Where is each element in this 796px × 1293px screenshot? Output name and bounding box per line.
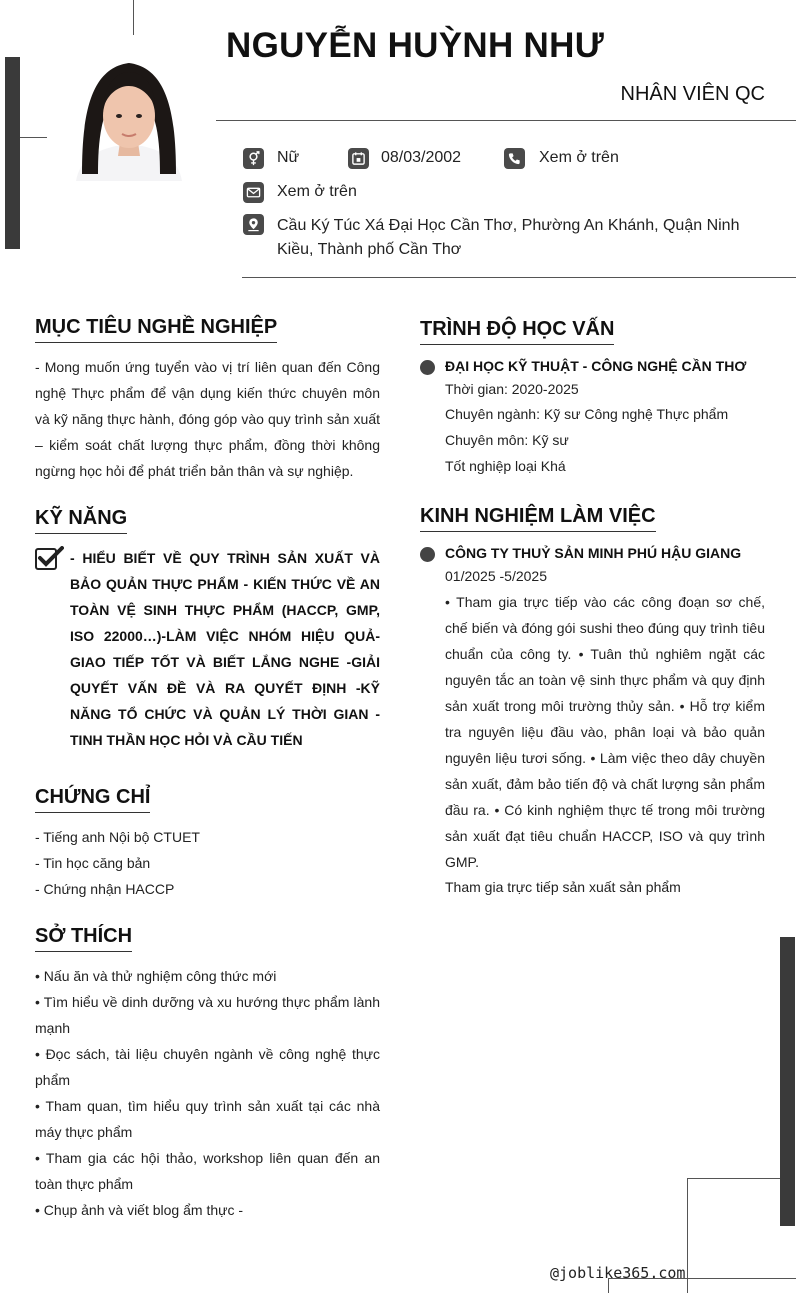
hobby-item: • Tìm hiểu về dinh dưỡng và xu hướng thực phẩm lành mạnh bbox=[35, 994, 380, 1036]
hobbies-title: SỞ THÍCH bbox=[35, 925, 132, 952]
email-text: Xem ở trên bbox=[277, 183, 357, 200]
school-name: ĐẠI HỌC KỸ THUẬT - CÔNG NGHỆ CẦN THƠ bbox=[445, 358, 747, 374]
gender-row bbox=[243, 146, 299, 170]
deco-corner-h bbox=[687, 1178, 780, 1179]
skills-title: KỸ NĂNG bbox=[35, 507, 127, 534]
location-icon bbox=[243, 214, 264, 235]
education-time: Thời gian: 2020-2025 bbox=[445, 381, 579, 397]
calendar-icon bbox=[348, 148, 369, 169]
hobby-item: • Tham quan, tìm hiểu quy trình sản xuất tại các nhà máy thực phẩm bbox=[35, 1098, 380, 1140]
gender-text: Nữ bbox=[277, 149, 300, 166]
hobby-item: • Đọc sách, tài liệu chuyên ngành về công nghệ thực phẩm bbox=[35, 1046, 380, 1088]
education-major: Chuyên ngành: Kỹ sư Công nghệ Thực phẩm bbox=[445, 406, 729, 422]
experience-description: • Tham gia trực tiếp vào các công đoạn sơ chế, chế biến và đóng gói sushi theo đúng quy trình tiêu chuẩn của công ty. • Tuân thủ nghiêm ngặt các nguyên tắc an toàn vệ sinh thực phẩm và quy định sản xuất trong môi trường thủy sản. • Hỗ trợ kiểm tra nguyên liệu đầu vào, phân loại và bảo quản nguyên liệu tươi sống. • Làm việc theo dây chuyền sản xuất, đảm bảo tiến độ và chất lượng sản phẩm đầu ra. • Có kinh nghiệm thực tế trong môi trường sản xuất đạt tiêu chuẩn HACCP, ISO và quy trình GMP. bbox=[445, 594, 765, 870]
info-rule bbox=[242, 277, 796, 278]
experience-summary: Tham gia trực tiếp sản xuất sản phẩm bbox=[445, 879, 681, 895]
hobby-item: • Nấu ăn và thử nghiệm công thức mới bbox=[35, 968, 277, 984]
certificate-item: - Tin học căng bản bbox=[35, 855, 151, 871]
experience-title: KINH NGHIỆM LÀM VIỆC bbox=[420, 505, 656, 532]
birthday-row bbox=[348, 146, 461, 170]
skills-text: - HIỂU BIẾT VỀ QUY TRÌNH SẢN XUẤT VÀ BẢO QUẢN THỰC PHẨM - KIẾN THỨC VỀ AN TOÀN VỆ SINH THỰC PHẨM (HACCP, GMP, ISO 22000…)-LÀM VIỆC NHÓM HIỆU QUẢ-GIAO TIẾP TỐT VÀ BIẾT LẮNG NGHE -GIẢI QUYẾT VẤN ĐỀ VÀ RA QUYẾT ĐỊNH -KỸ NĂNG TỔ CHỨC VÀ QUẢN LÝ THỜI GIAN - TINH THẦN HỌC HỎI VÀ CẦU TIẾN bbox=[70, 550, 380, 748]
objective-text: - Mong muốn ứng tuyển vào vị trí liên quan đến Công nghệ Thực phẩm để vận dụng kiến thức chuyên môn và kỹ năng thực hành, đóng góp vào quy trình sản xuất – kiểm soát chất lượng thực phẩm, đồng thời không ngừng học hỏi để phát triển bản thân và sự nghiệp. bbox=[35, 359, 380, 479]
candidate-name: NGUYỄN HUỲNH NHƯ bbox=[226, 26, 605, 65]
birthday-text: 08/03/2002 bbox=[381, 149, 462, 166]
education-bullet bbox=[420, 360, 435, 375]
deco-bar-right bbox=[780, 937, 795, 1226]
profile-photo bbox=[68, 56, 190, 181]
address-text: Cầu Ký Túc Xá Đại Học Cần Thơ, Phường An Khánh, Quận Ninh Kiều, Thành phố Cần Thơ bbox=[277, 217, 740, 258]
deco-line-top bbox=[133, 0, 134, 35]
education-grade: Tốt nghiệp loại Khá bbox=[445, 458, 566, 474]
watermark: @joblike365.com bbox=[550, 1264, 686, 1282]
experience-period: 01/2025 -5/2025 bbox=[445, 568, 547, 584]
certificates-title: CHỨNG CHỈ bbox=[35, 786, 150, 813]
hobbies-list bbox=[35, 963, 380, 1223]
email-row bbox=[243, 180, 357, 204]
email-icon bbox=[243, 182, 264, 203]
hobby-item: • Tham gia các hội thảo, workshop liên quan đến an toàn thực phẩm bbox=[35, 1150, 380, 1192]
experience-bullet bbox=[420, 547, 435, 562]
phone-icon bbox=[504, 148, 525, 169]
phone-row bbox=[504, 146, 619, 170]
certificate-item: - Chứng nhận HACCP bbox=[35, 881, 175, 897]
hobby-item: • Chụp ảnh và viết blog ẩm thực - bbox=[35, 1202, 244, 1218]
phone-text: Xem ở trên bbox=[539, 149, 619, 166]
certificate-item: - Tiếng anh Nội bộ CTUET bbox=[35, 829, 200, 845]
checkbox-icon bbox=[35, 546, 64, 576]
gender-icon bbox=[243, 148, 264, 169]
education-title: TRÌNH ĐỘ HỌC VẤN bbox=[420, 318, 614, 345]
deco-line-left bbox=[20, 137, 47, 138]
deco-corner-v bbox=[687, 1178, 688, 1293]
deco-bar-left bbox=[5, 57, 20, 249]
header-rule bbox=[216, 120, 796, 121]
education-specialty: Chuyên môn: Kỹ sư bbox=[445, 432, 569, 448]
certificates-list bbox=[35, 824, 380, 902]
company-name: CÔNG TY THUỶ SẢN MINH PHÚ HẬU GIANG bbox=[445, 545, 742, 561]
objective-title: MỤC TIÊU NGHỀ NGHIỆP bbox=[35, 316, 277, 343]
job-title: NHÂN VIÊN QC bbox=[620, 83, 765, 105]
